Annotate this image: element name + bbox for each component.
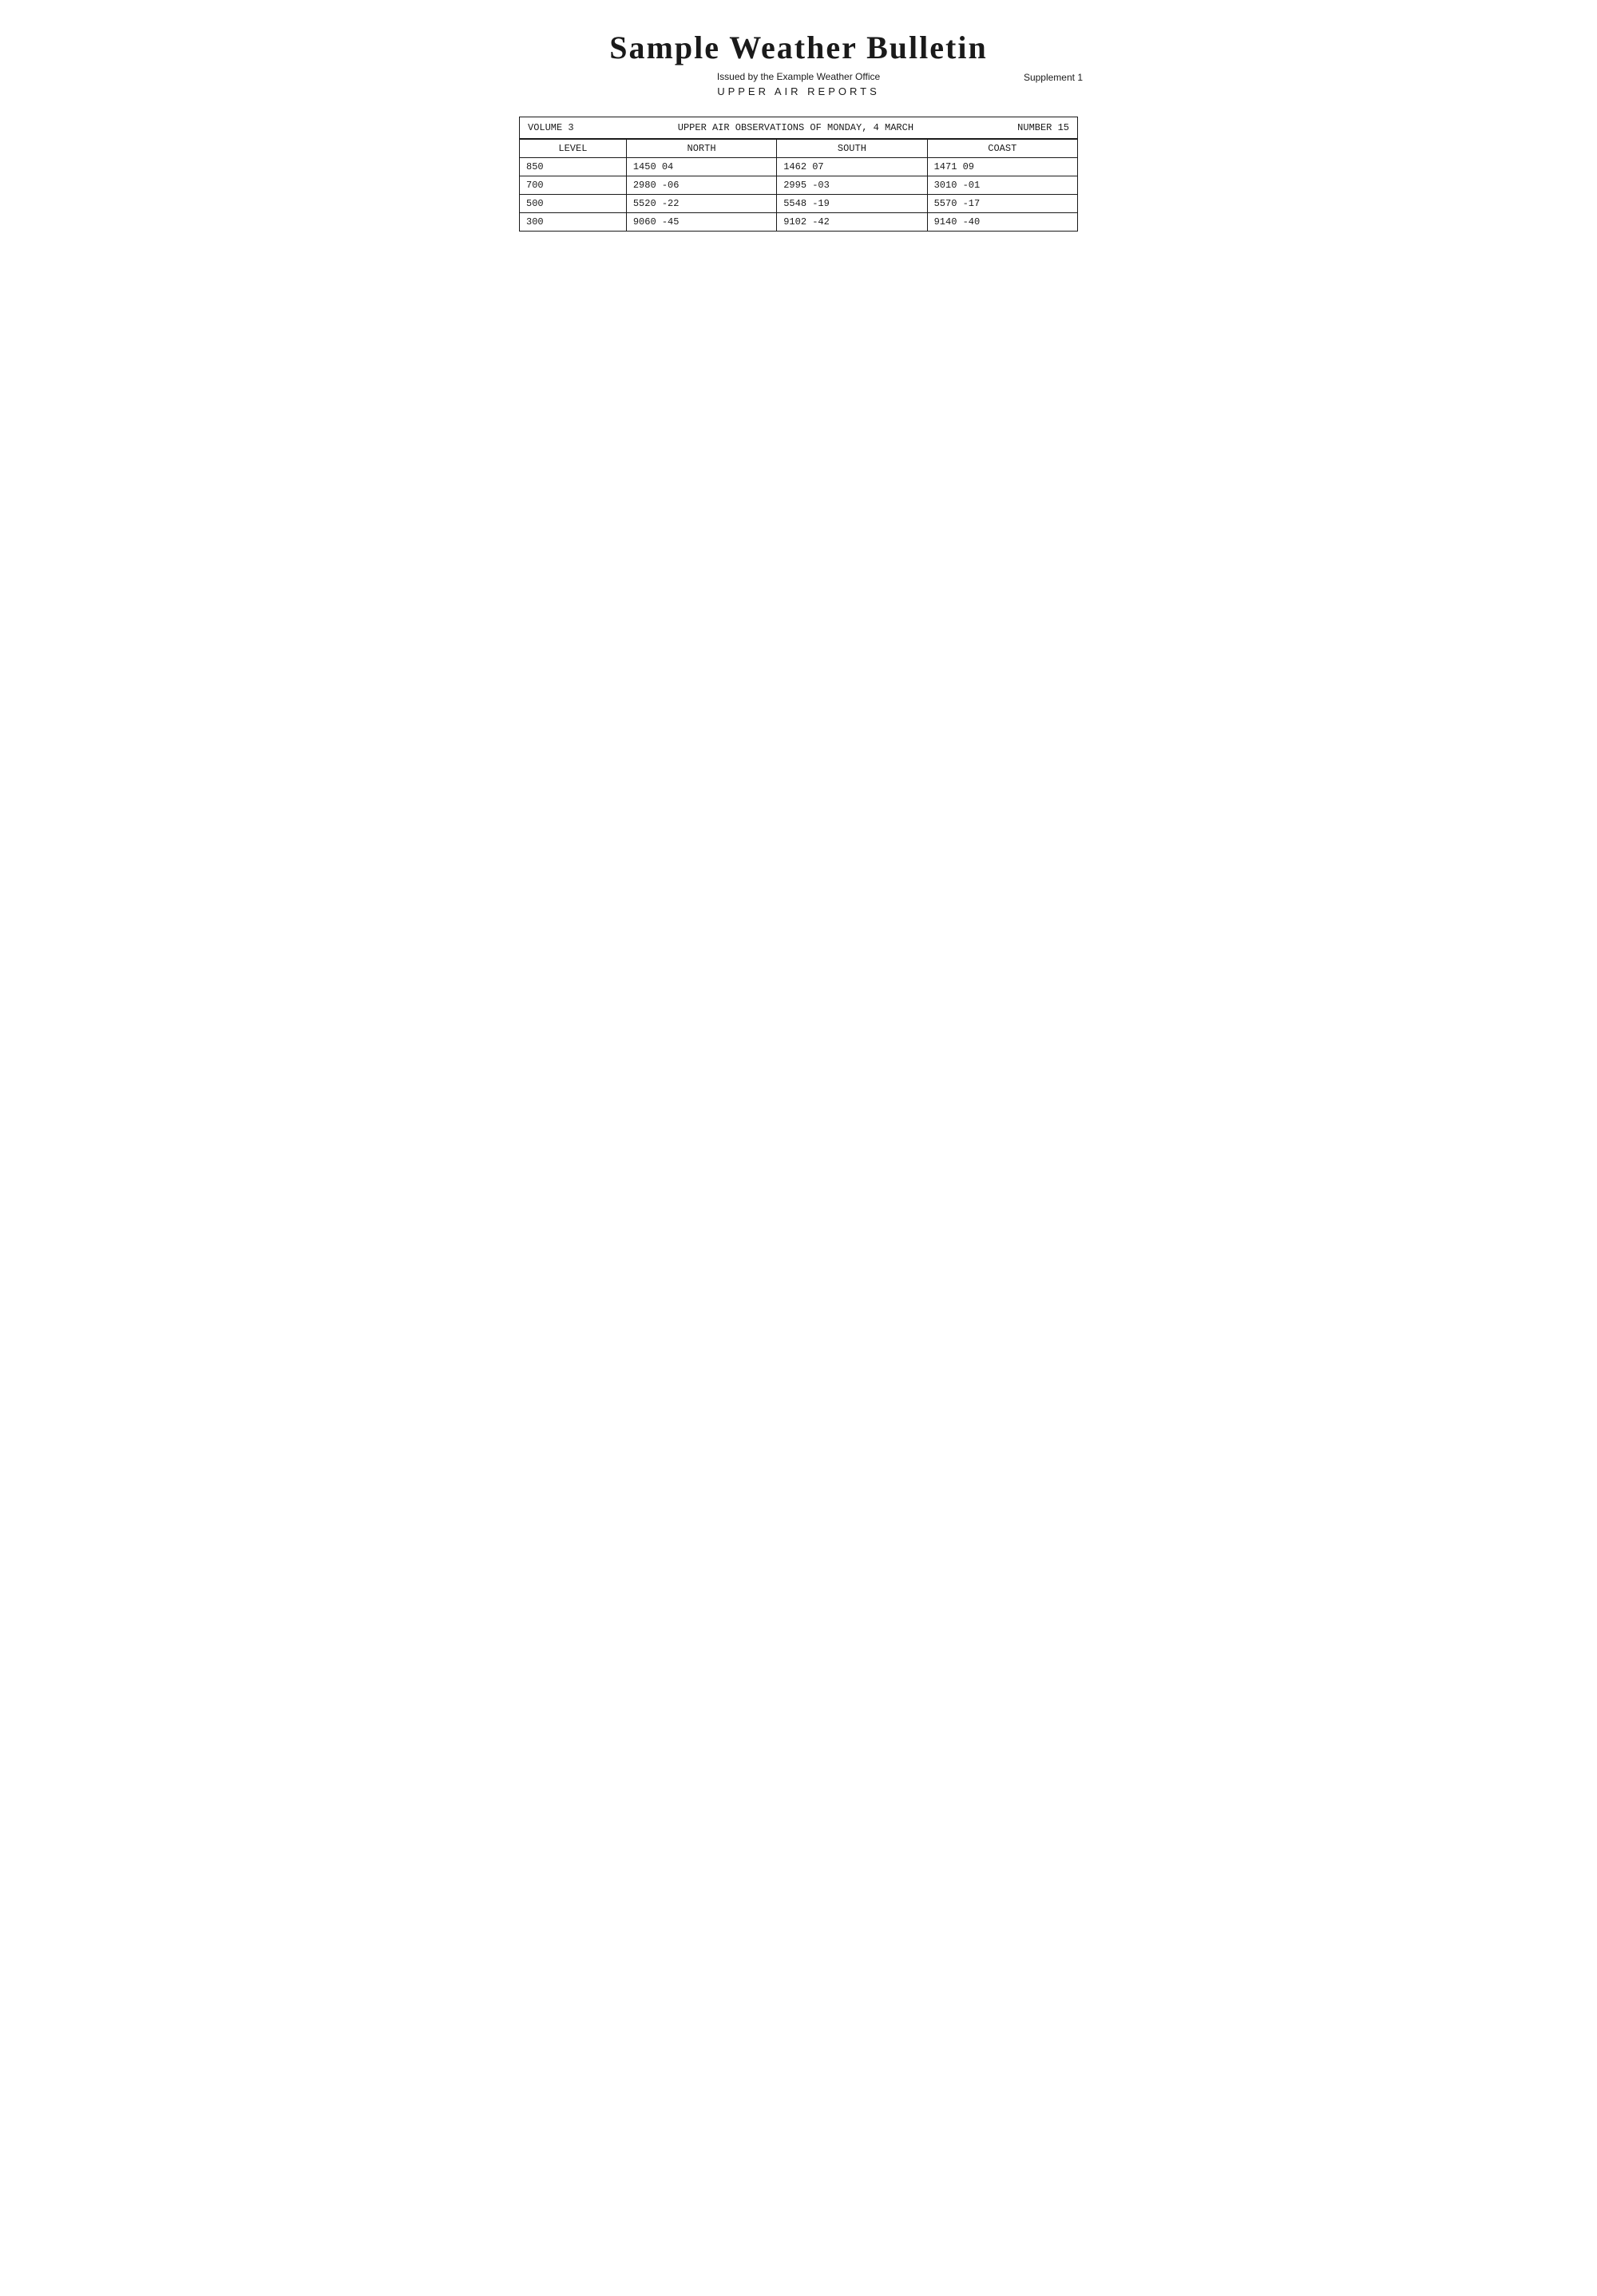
table-row: [520, 176, 1078, 195]
table-cell: 5570 -17: [927, 195, 1077, 213]
table-row: [520, 158, 1078, 176]
table-cell: 500: [520, 195, 627, 213]
table-cell: 1450 04: [626, 158, 776, 176]
table-cell: 1471 09: [927, 158, 1077, 176]
table-cell: 850: [520, 158, 627, 176]
bulletin-title: Sample Weather Bulletin: [609, 30, 988, 65]
table-cell: 5548 -19: [777, 195, 927, 213]
supplement-label: Supplement 1: [1023, 72, 1083, 83]
table-cell: 3010 -01: [927, 176, 1077, 195]
column-header: SOUTH: [777, 140, 927, 158]
table-cell: 9060 -45: [626, 213, 776, 232]
column-header: NORTH: [626, 140, 776, 158]
headline-caption: UPPER AIR OBSERVATIONS OF MONDAY, 4 MARCH: [677, 122, 914, 133]
section-title: UPPER AIR REPORTS: [717, 85, 880, 97]
table-row: [520, 213, 1078, 232]
column-header: COAST: [927, 140, 1077, 158]
table-cell: 700: [520, 176, 627, 195]
table-cell: 9140 -40: [927, 213, 1077, 232]
headline-bar: [519, 117, 1078, 139]
table-cell: 9102 -42: [777, 213, 927, 232]
table-header-row: [520, 140, 1078, 158]
table-cell: 300: [520, 213, 627, 232]
table-row: [520, 195, 1078, 213]
bulletin-subtitle: Issued by the Example Weather Office: [716, 71, 881, 82]
column-header: LEVEL: [520, 140, 627, 158]
table-cell: 2980 -06: [626, 176, 776, 195]
volume-label: VOLUME 3: [528, 122, 574, 133]
bulletin-page: [495, 0, 1102, 415]
masthead: [495, 0, 1102, 97]
table-cell: 5520 -22: [626, 195, 776, 213]
table-cell: 1462 07: [777, 158, 927, 176]
issue-number: NUMBER 15: [1017, 122, 1069, 133]
observation-table: [519, 139, 1078, 232]
table-cell: 2995 -03: [777, 176, 927, 195]
